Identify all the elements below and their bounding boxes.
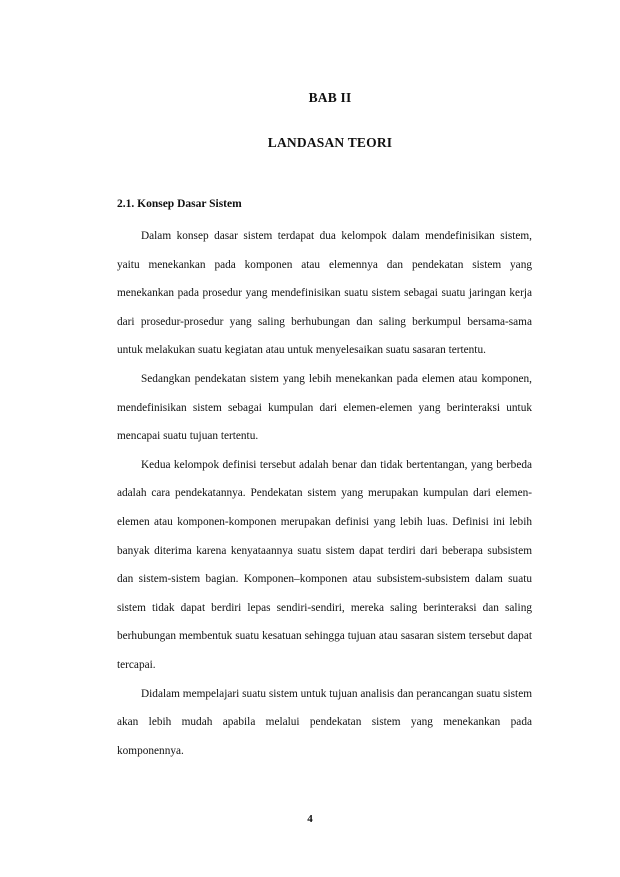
page-number: 4 — [307, 813, 313, 825]
body-text — [117, 222, 532, 765]
paragraph: Dalam konsep dasar sistem terdapat dua kelompok dalam mendefinisikan sistem, yaitu menekankan pada komponen atau elemennya dan pendekatan sistem yang menekankan pada prosedur yang mendefinisikan suatu sistem sebagai suatu jaringan kerja dari prosedur-prosedur yang saling berhubungan dan saling berkumpul bersama-sama untuk melakukan suatu kegiatan atau untuk menyelesaikan suatu sasaran tertentu. — [117, 230, 532, 357]
paragraph: Sedangkan pendekatan sistem yang lebih menekankan pada elemen atau komponen, mendefinisikan sistem sebagai kumpulan dari elemen-elemen yang berinteraksi untuk mencapai suatu tujuan tertentu. — [117, 372, 532, 443]
paragraph: Didalam mempelajari suatu sistem untuk tujuan analisis dan perancangan suatu sistem akan lebih mudah apabila melalui pendekatan sistem yang menekankan pada komponennya. — [117, 687, 532, 757]
paragraph: Kedua kelompok definisi tersebut adalah benar dan tidak bertentangan, yang berbeda adalah cara pendekatannya. Pendekatan sistem yang merupakan kumpulan dari elemen-elemen atau komponen-komponen merupakan definisi yang lebih luas. Definisi ini lebih banyak diterima karena kenyataannya suatu sistem dapat terdiri dari beberapa subsistem dan sistem-sistem bagian. Komponen–komponen atau subsistem-subsistem dalam suatu sistem tidak dapat berdiri lepas sendiri-sendiri, mereka saling berinteraksi dan saling berhubungan membentuk suatu kesatuan sehingga tujuan atau sasaran sistem tersebut dapat tercapai. — [117, 458, 532, 671]
section-heading: 2.1. Konsep Dasar Sistem — [117, 198, 242, 210]
chapter-title: LANDASAN TEORI — [267, 135, 393, 150]
chapter-number: BAB II — [308, 90, 352, 105]
